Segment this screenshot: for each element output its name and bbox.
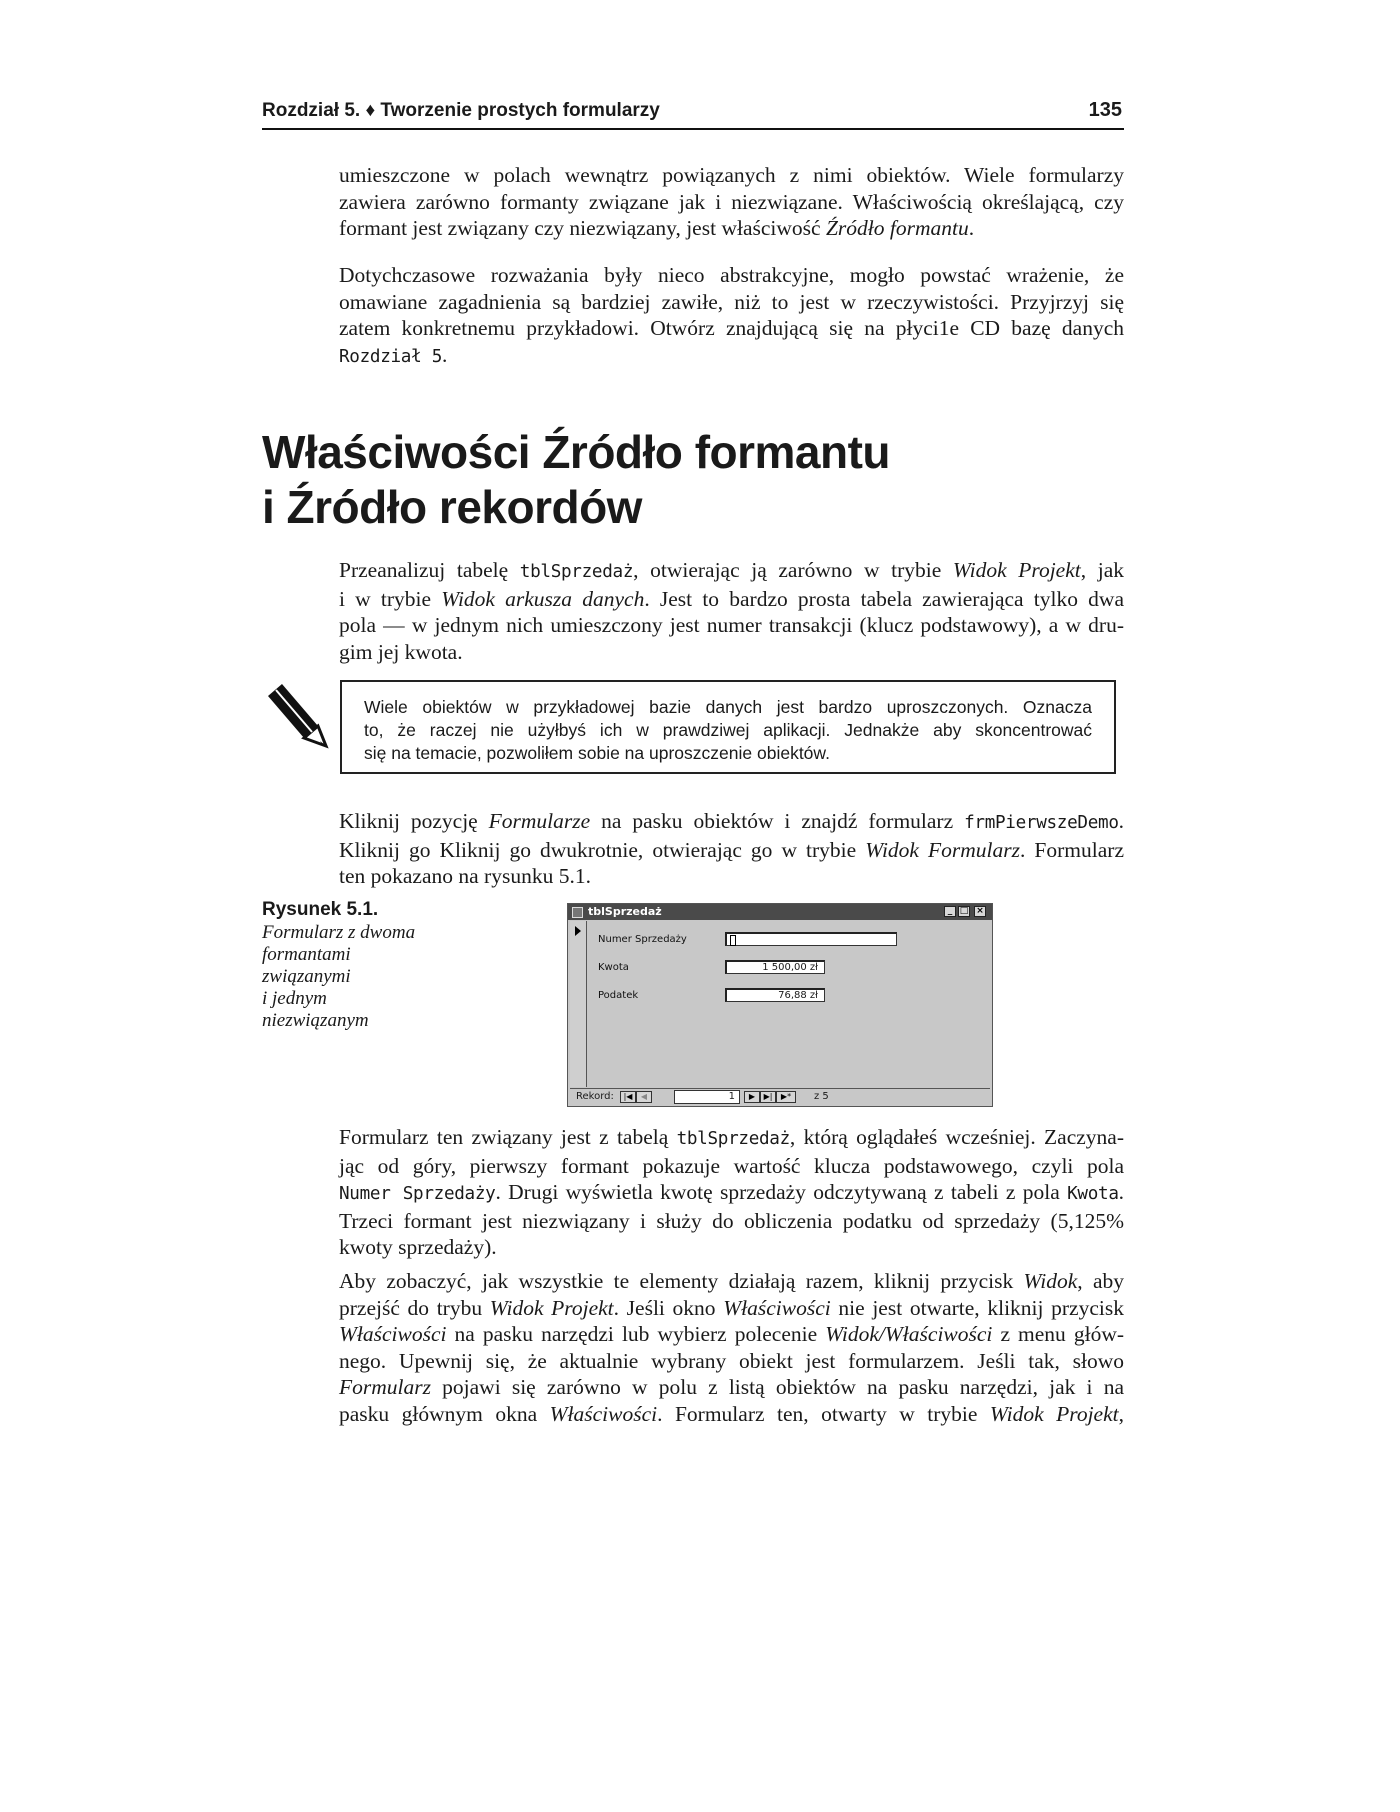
text-line: Dotychczasowe rozważania były nieco abstrakcyjne, mogło powstać wrażenie, że bbox=[339, 263, 1124, 287]
heading-line: Właściwości Źródło formantu bbox=[262, 426, 891, 478]
window-title: tblSprzedaż bbox=[588, 905, 662, 918]
note-box bbox=[340, 680, 1116, 774]
code-term: Numer Sprzedaży bbox=[339, 1184, 496, 1204]
text-line: umieszczone w polach wewnątrz powiązanych z nimi obiektów. Wiele formularzy bbox=[339, 163, 1124, 187]
text-line: pola — w jednym nich umieszczony jest numer transakcji (klucz podstawowy), a w dru- bbox=[339, 613, 1124, 637]
text-line: Formularz ten związany jest z tabelą tblSprzedaż, którą oglądałeś wcześniej. Zaczyna- bbox=[339, 1125, 1124, 1149]
record-selector[interactable] bbox=[570, 921, 587, 1087]
paragraph-3 bbox=[339, 557, 1124, 665]
form-icon bbox=[572, 907, 583, 918]
paragraph-2 bbox=[339, 262, 1124, 370]
code-term: tblSprzedaż bbox=[519, 562, 634, 582]
field-label-kwota: Kwota bbox=[598, 962, 629, 973]
code-term: tblSprzedaż bbox=[676, 1129, 790, 1149]
window-titlebar bbox=[568, 904, 992, 920]
new-record-icon[interactable]: ▶* bbox=[776, 1091, 796, 1103]
code-term: Rozdział 5 bbox=[339, 346, 443, 367]
text-line: gim jej kwota. bbox=[339, 639, 463, 664]
code-term: Kwota bbox=[1067, 1184, 1119, 1204]
current-record-field[interactable]: 1 bbox=[674, 1090, 740, 1104]
pencil-icon bbox=[262, 682, 330, 750]
podatek-field[interactable]: 76,88 zł bbox=[725, 988, 825, 1002]
text-line: i w trybie Widok arkusza danych. Jest to bardzo prosta tabela zawierająca tylko dwa bbox=[339, 586, 1124, 611]
text-line: Kliknij pozycję Formularze na pasku obiektów i znajdź formularz frmPierwszeDemo. bbox=[339, 809, 1124, 833]
numer-sprzedazy-field[interactable] bbox=[725, 932, 897, 946]
section-heading bbox=[262, 425, 890, 535]
figure-number: Rysunek 5.1. bbox=[262, 899, 379, 920]
text-line: Rozdział 5. bbox=[339, 342, 448, 367]
minimize-icon[interactable]: _ bbox=[944, 906, 956, 917]
text-line: zawiera zarówno formanty związane jak i niezwiązane. Właściwością określającą, czy bbox=[339, 189, 1124, 214]
paragraph-6 bbox=[339, 1268, 1124, 1427]
maximize-icon[interactable]: □ bbox=[959, 906, 969, 916]
text-line: pasku głównym okna Właściwości. Formularz ten, otwarty w trybie Widok Projekt, bbox=[339, 1401, 1124, 1426]
text-line: Numer Sprzedaży. Drugi wyświetla kwotę sprzedaży odczytywaną z tabeli z pola Kwota. bbox=[339, 1180, 1124, 1204]
first-record-icon[interactable]: |◀ bbox=[620, 1091, 636, 1103]
running-head bbox=[262, 98, 1124, 130]
text-line: Wiele obiektów w przykładowej bazie danych jest bardzo uproszczonych. Oznacza bbox=[364, 697, 1092, 717]
field-label-numer-sprzedazy: Numer Sprzedaży bbox=[598, 934, 687, 945]
record-count: z 5 bbox=[814, 1091, 829, 1102]
heading-line: i Źródło rekordów bbox=[262, 481, 642, 533]
text-cursor bbox=[730, 935, 736, 946]
text-line: nego. Upewnij się, że aktualnie wybrany obiekt jest formularzem. Jeśli tak, słowo bbox=[339, 1348, 1124, 1373]
record-navigation-bar bbox=[570, 1088, 990, 1106]
page-number: 135 bbox=[1088, 99, 1122, 121]
text-line: się na temacie, pozwoliłem sobie na uproszczenie obiektów. bbox=[364, 743, 830, 763]
paragraph-1 bbox=[339, 162, 1124, 242]
current-record-arrow-icon bbox=[575, 926, 581, 936]
previous-record-icon[interactable]: ◀ bbox=[636, 1091, 652, 1103]
text-line: Przeanalizuj tabelę tblSprzedaż, otwierając ją zarówno w trybie Widok Projekt, jak bbox=[339, 558, 1124, 582]
last-record-icon[interactable]: ▶| bbox=[760, 1091, 776, 1103]
record-label: Rekord: bbox=[576, 1091, 614, 1102]
text-line: Aby zobaczyć, jak wszystkie te elementy działają razem, kliknij przycisk Widok, aby bbox=[339, 1269, 1124, 1293]
text-line: przejść do trybu Widok Projekt. Jeśli okno Właściwości nie jest otwarte, kliknij przycisk bbox=[339, 1295, 1124, 1320]
text-line: Trzeci formant jest niezwiązany i służy do obliczenia podatku od sprzedaży (5,125% bbox=[339, 1208, 1124, 1233]
text-line: Formularz pojawi się zarówno w polu z listą obiektów na pasku narzędzi, jak i na bbox=[339, 1375, 1124, 1399]
italic-term: Źródło formantu bbox=[825, 216, 969, 240]
text-line: Kliknij go Kliknij go dwukrotnie, otwierając go w trybie Widok Formularz. Formularz bbox=[339, 837, 1124, 862]
code-term: frmPierwszeDemo bbox=[964, 813, 1119, 833]
text-line: formant jest związany czy niezwiązany, jest właściwość Źródło formantu. bbox=[339, 216, 975, 240]
next-record-icon[interactable]: ▶ bbox=[744, 1091, 760, 1103]
close-icon[interactable]: × bbox=[974, 906, 986, 917]
text-line: kwoty sprzedaży). bbox=[339, 1235, 497, 1259]
text-line: zatem konkretnemu przykładowi. Otwórz znajdującą się na płyci1e CD bazę danych bbox=[339, 316, 1124, 340]
figure-caption-text: Formularz z dwoma formantami związanymi i jednym niezwiązanym bbox=[262, 922, 416, 1031]
paragraph-5 bbox=[339, 1124, 1124, 1261]
form-window bbox=[567, 903, 993, 1107]
text-line: jąc od góry, pierwszy formant pokazuje wartość klucza podstawowego, czyli pola bbox=[339, 1153, 1124, 1178]
text-line: ten pokazano na rysunku 5.1. bbox=[339, 864, 591, 888]
field-label-podatek: Podatek bbox=[598, 990, 639, 1001]
kwota-field[interactable]: 1 500,00 zł bbox=[725, 960, 825, 974]
text-line: Właściwości na pasku narzędzi lub wybierz polecenie Widok/Właściwości z menu głów- bbox=[339, 1322, 1125, 1346]
text-line: omawiane zagadnienia są bardziej zawiłe, niż to jest w rzeczywistości. Przyjrzyj się bbox=[339, 289, 1124, 314]
figure-caption bbox=[262, 898, 462, 1032]
text-line: to, że raczej nie użyłbyś ich w prawdziwej aplikacji. Jednakże aby skoncentrować bbox=[364, 720, 1092, 740]
paragraph-4 bbox=[339, 808, 1124, 890]
chapter-title: Rozdział 5. ♦ Tworzenie prostych formularzy bbox=[262, 100, 660, 121]
